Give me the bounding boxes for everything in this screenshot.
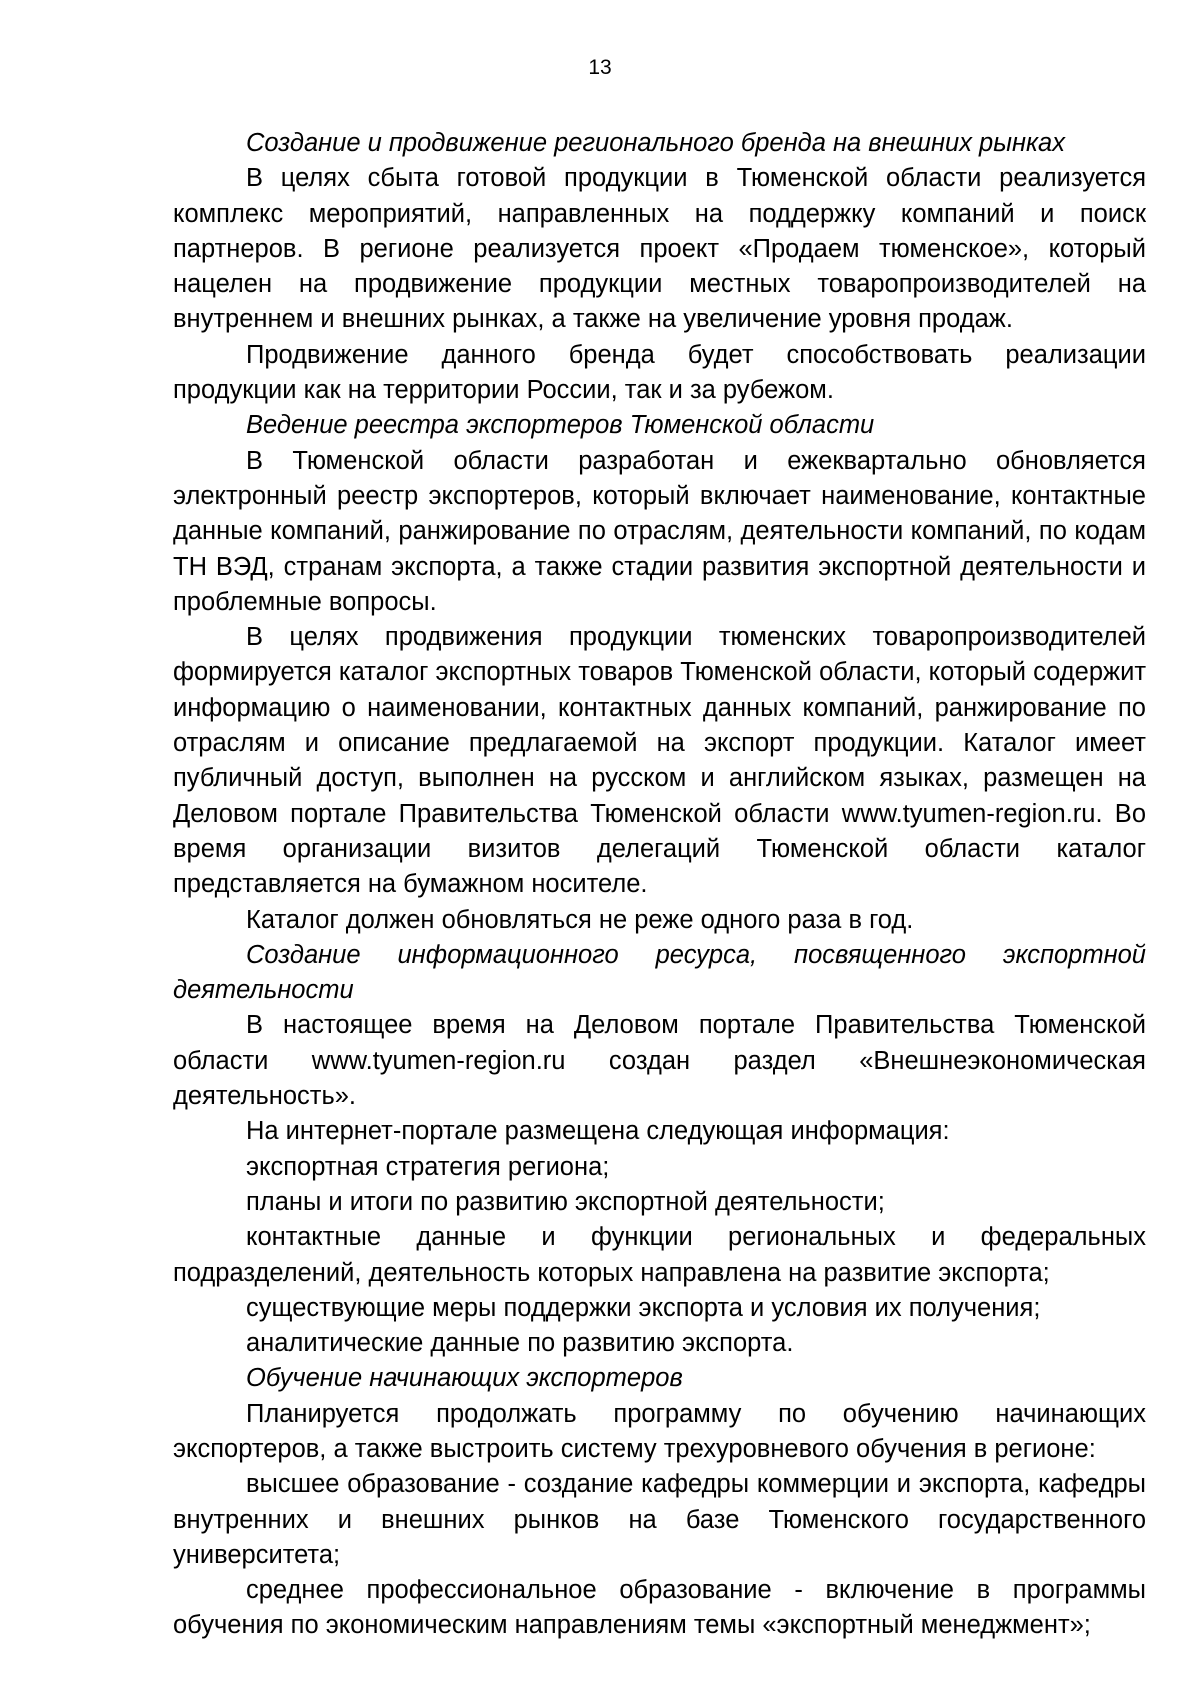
section-heading-exporters-registry: Ведение реестра экспортеров Тюменской области	[246, 411, 875, 440]
list-item-analytics: аналитические данные по развитию экспорта.	[246, 1329, 794, 1358]
section-heading-training: Обучение начинающих экспортеров	[246, 1364, 683, 1393]
paragraph-brand-sales: В целях сбыта готовой продукции в Тюменской области реализуется комплекс мероприятий, направленных на поддержку компаний и поиск партнеров. В регионе реализуется проект «Продаем тюменское», который нацелен на продвижение продукции местных товаропроизводителей на внутреннем и внешних рынках, а также на увеличение уровня продаж.	[173, 164, 1146, 334]
paragraph-catalog-update: Каталог должен обновляться не реже одного раза в год.	[246, 905, 914, 934]
paragraph-portal-section: В настоящее время на Деловом портале Правительства Тюменской области www.tyumen-region.ru создан раздел «Внешнеэкономическая деятельность».	[173, 1011, 1146, 1111]
list-item-vocational-education: среднее профессиональное образование - включение в программы обучения по экономическим направлениям темы «экспортный менеджмент»;	[173, 1576, 1146, 1640]
paragraph-portal-info-intro: На интернет-портале размещена следующая информация:	[246, 1117, 950, 1146]
list-item-plans-results: планы и итоги по развитию экспортной деятельности;	[246, 1187, 885, 1216]
paragraph-training-plan: Планируется продолжать программу по обучению начинающих экспортеров, а также выстроить систему трехуровневого обучения в регионе:	[173, 1399, 1146, 1463]
list-item-support-measures: существующие меры поддержки экспорта и условия их получения;	[246, 1293, 1041, 1322]
page-number: 13	[588, 56, 612, 79]
section-heading-information-resource: Создание информационного ресурса, посвященного экспортной деятельности	[173, 940, 1146, 1005]
paragraph-brand-promotion: Продвижение данного бренда будет способствовать реализации продукции как на территории России, так и за рубежом.	[173, 340, 1146, 405]
section-heading-regional-brand: Создание и продвижение регионального бренда на внешних рынках	[246, 129, 1065, 157]
paragraph-registry: В Тюменской области разработан и ежеквартально обновляется электронный реестр экспортеров, который включает наименование, контактные данные компаний, ранжирование по отраслям, деятельности компаний, по кодам ТН ВЭД, странам экспорта, а также стадии развития экспортной деятельности и проблемные вопросы.	[173, 446, 1146, 616]
list-item-export-strategy: экспортная стратегия региона;	[246, 1152, 610, 1181]
paragraph-catalog: В целях продвижения продукции тюменских товаропроизводителей формируется каталог экспортных товаров Тюменской области, который содержит информацию о наименовании, контактных данных компаний, ранжирование по отраслям и описание предлагаемой на экспорт продукции. Каталог имеет публичный доступ, выполнен на русском и английском языках, размещен на Деловом портале Правительства Тюменской области www.tyumen-region.ru. Во время организации визитов делегаций Тюменской области каталог представляется на бумажном носителе.	[173, 623, 1146, 899]
list-item-contacts-functions: контактные данные и функции региональных и федеральных подразделений, деятельность которых направлена на развитие экспорта;	[173, 1223, 1146, 1287]
document-body	[173, 126, 1146, 1644]
list-item-higher-education: высшее образование - создание кафедры коммерции и экспорта, кафедры внутренних и внешних рынков на базе Тюменского государственного университета;	[173, 1470, 1146, 1569]
